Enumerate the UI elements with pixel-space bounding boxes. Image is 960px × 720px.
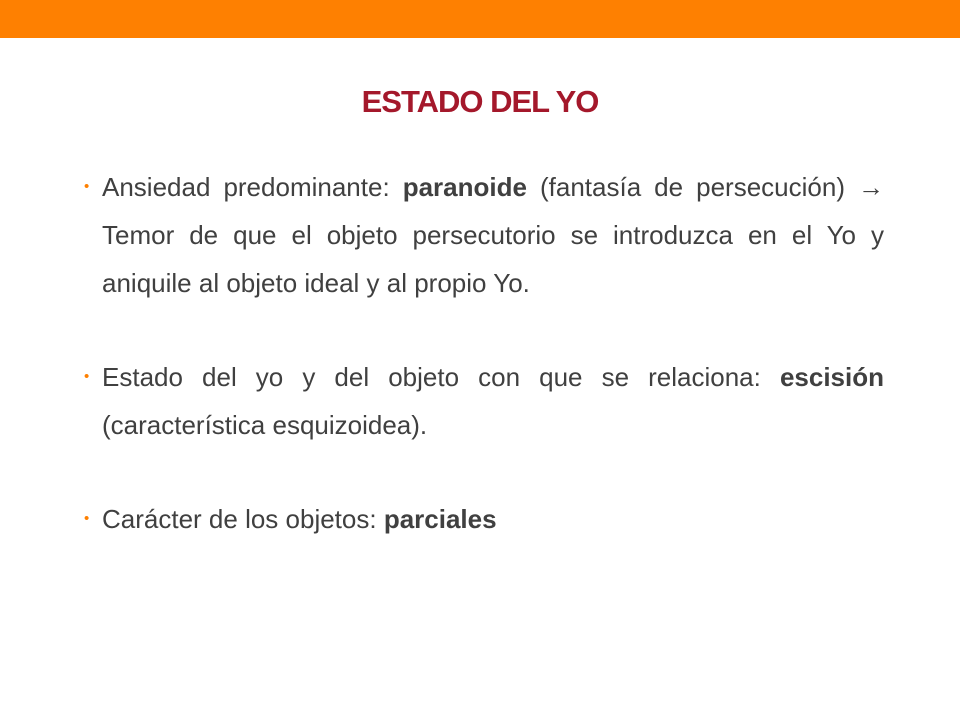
bullet-bold-term: paranoide [402,172,527,202]
slide-title: ESTADO DEL YO [361,84,599,119]
arrow-right-icon: → [858,172,884,202]
bullet-list [84,163,884,543]
bullet-bold-term: escisión [779,362,884,392]
bullet-text: (fantasía de persecución) [526,172,858,202]
bullet-item-anxiety [84,163,884,307]
bullet-dot-icon: • [84,510,90,527]
bullet-item-ego-state [84,353,884,449]
bullet-item-objects [84,495,884,543]
bullet-text: Ansiedad predominante: [102,172,403,202]
bullet-text: Carácter de los objetos: [102,504,384,534]
bullet-dot-icon: • [84,368,90,385]
bullet-text: Estado del yo y del objeto con que se relaciona: [102,362,780,392]
top-accent-bar [0,0,960,38]
bullet-dot-icon: • [84,178,90,195]
bullet-bold-term: parciales [383,504,497,534]
bullet-text: Temor de que el objeto persecutorio se introduzca en el Yo y aniquile al objeto ideal y al propio Yo. [102,220,884,298]
bullet-text: (característica esquizoidea). [102,410,428,440]
